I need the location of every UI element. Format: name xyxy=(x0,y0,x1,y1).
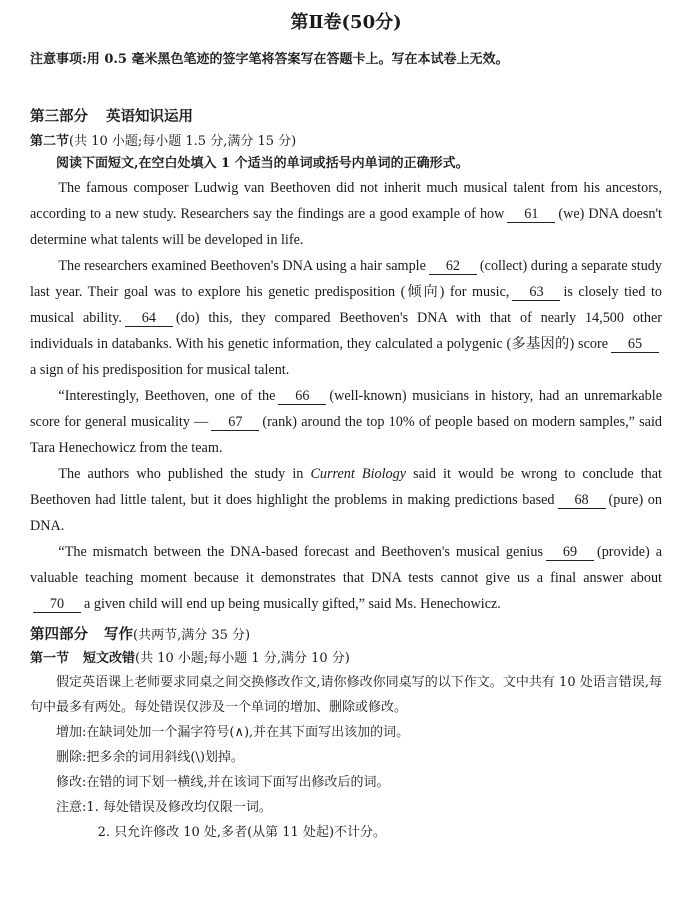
section1-info: (共 10 小题;每小题 1 分,满分 10 分) xyxy=(135,651,350,666)
answer-blank-67: 67 xyxy=(211,415,259,431)
passage-text: (provide) a valuable teaching moment because it demonstrates that DNA tests cannot give us a final answer about xyxy=(30,544,662,586)
note-2: 2. 只允许修改 10 处,多者(从第 11 处起)不计分。 xyxy=(97,825,387,840)
answer-blank-70: 70 xyxy=(33,597,81,613)
section1-label: 第一节 xyxy=(30,651,70,666)
correction-intro: 假定英语课上老师要求同桌之间交换修改作文,请你修改你同桌写的以下作文。文中共有 10 处语言错误,每句中最多有两处。每处错误仅涉及一个单词的增加、删除或修改。 xyxy=(30,675,662,715)
part3-name: 英语知识运用 xyxy=(106,108,193,125)
paper-title: 第Ⅱ卷(50分) xyxy=(290,12,402,33)
add-rule: 增加:在缺词处加一个漏字符号(∧),并在其下面写出该加的词。 xyxy=(56,725,410,740)
answer-blank-61: 61 xyxy=(507,207,555,223)
answer-blank-63: 63 xyxy=(512,285,560,301)
passage-text: (pure) on DNA. xyxy=(30,492,662,534)
passage-paragraph xyxy=(30,461,662,539)
passage-text: (do) this, they compared Beethoven's DNA with that of nearly 14,500 other individuals in databanks. With his genetic information, they calculated a polygenic (多基因的) score xyxy=(30,310,662,352)
passage-text: is closely tied to musical ability. xyxy=(30,284,662,326)
section2-label: 第二节 xyxy=(30,134,70,149)
answer-blank-69: 69 xyxy=(546,545,594,561)
passage-text: said it would be wrong to conclude that Beethoven had little talent, but it does highlight the problems in making predictions based xyxy=(30,466,662,508)
passage-text: (we) DNA doesn't determine what talents will be developed in life. xyxy=(30,206,662,248)
part3-label: 第三部分 xyxy=(30,108,88,125)
answer-blank-62: 62 xyxy=(429,259,477,275)
reading-passage xyxy=(30,175,662,617)
part4-name: 写作 xyxy=(104,626,133,643)
section2-instruction: 阅读下面短文,在空白处填入 1 个适当的单词或括号内单词的正确形式。 xyxy=(56,156,469,171)
section2-heading xyxy=(30,130,662,149)
passage-text: (collect) during a separate study last year. Their goal was to explore his genetic predisposition (倾向) for music, xyxy=(30,258,662,300)
journal-name: Current Biology xyxy=(310,466,407,482)
notice-text: 注意事项:用 0.5 毫米黑色笔迹的签字笔将答案写在答题卡上。写在本试卷上无效。 xyxy=(30,52,509,67)
passage-text: The authors who published the study in xyxy=(58,466,304,482)
answer-blank-65: 65 xyxy=(611,337,659,353)
part4-info: (共两节,满分 35 分) xyxy=(133,628,251,643)
passage-text: “Interestingly, Beethoven, one of the xyxy=(58,388,276,404)
passage-text: a given child will end up being musically gifted,” said Ms. Henechowicz. xyxy=(84,596,501,612)
answer-blank-66: 66 xyxy=(278,389,326,405)
part4-heading xyxy=(30,623,662,644)
passage-text: a sign of his predisposition for musical talent. xyxy=(30,362,290,378)
passage-text: (rank) around the top 10% of people based on modern samples,” said Tara Henechowicz from the team. xyxy=(30,414,662,456)
passage-paragraph xyxy=(30,253,662,383)
passage-text: “The mismatch between the DNA-based forecast and Beethoven's musical genius xyxy=(58,544,543,560)
passage-paragraph xyxy=(30,175,662,253)
passage-text: The researchers examined Beethoven's DNA using a hair sample xyxy=(58,258,426,274)
passage-text: (well-known) musicians in history, had an unremarkable score for general musicality — xyxy=(30,388,663,430)
passage-text: The famous composer Ludwig van Beethoven did not inherit much musical talent from his ancestors, according to a new study. Researchers say the findings are a good example of how xyxy=(30,180,662,222)
part4-label: 第四部分 xyxy=(30,626,88,643)
modify-rule: 修改:在错的词下划一横线,并在该词下面写出修改后的词。 xyxy=(56,775,390,790)
answer-blank-64: 64 xyxy=(125,311,173,327)
passage-paragraph xyxy=(30,539,662,617)
passage-paragraph xyxy=(30,383,662,461)
delete-rule: 删除:把多余的词用斜线(\)划掉。 xyxy=(56,750,244,765)
part4-section1-heading xyxy=(30,647,662,666)
answer-blank-68: 68 xyxy=(558,493,606,509)
note-1: 注意:1. 每处错误及修改均仅限一词。 xyxy=(56,800,272,815)
part3-heading xyxy=(30,105,662,126)
section2-info: (共 10 小题;每小题 1.5 分,满分 15 分) xyxy=(69,134,297,149)
section1-name: 短文改错 xyxy=(83,651,136,666)
